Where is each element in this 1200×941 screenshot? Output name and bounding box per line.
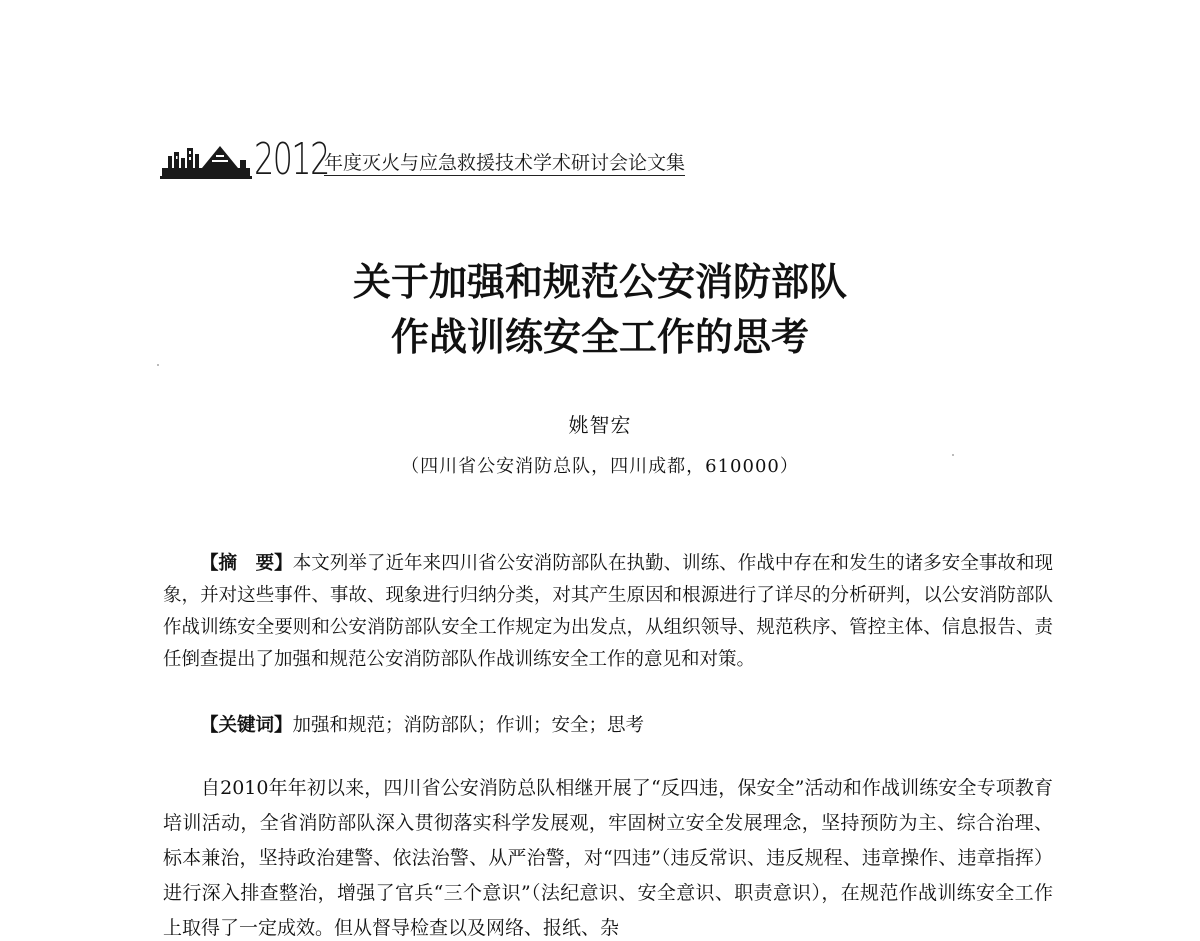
keywords [163, 710, 1053, 742]
paper-title-line-1: 关于加强和规范公安消防部队 [352, 259, 847, 304]
keywords-text: 加强和规范；消防部队；作训；安全；思考 [292, 715, 645, 736]
header-year: 2012 [254, 134, 329, 185]
author-affiliation: （四川省公安消防总队，四川成都，610000） [401, 456, 799, 477]
abstract-label: 【摘 要】 [200, 553, 293, 574]
scan-speck [157, 364, 159, 366]
paper-title [0, 254, 1200, 364]
author-name: 姚智宏 [568, 413, 632, 437]
body-paragraph: 自2010年年初以来，四川省公安消防总队相继开展了“反四违，保安全”活动和作战训练安全专项教育培训活动，全省消防部队深入贯彻落实科学发展观，牢固树立安全发展理念，坚持预防为主、综合治理、标本兼治，坚持政治建警、依法治警、从严治警，对“四违”（违反常识、违反规程、违章操作、违章指挥）进行深入排查整治，增强了官兵“三个意识”（法纪意识、安全意识、职责意识），在规范作战训练安全工作上取得了一定成效。但从督导检查以及网络、报纸、杂 [163, 777, 1053, 939]
conference-logo-icon [160, 138, 252, 182]
header-title: 年度灭火与应急救援技术学术研讨会论文集 [324, 152, 686, 174]
abstract [163, 548, 1053, 676]
paper-title-line-2: 作战训练安全工作的思考 [390, 314, 809, 359]
keywords-label: 【关键词】 [200, 715, 293, 736]
scan-speck [952, 454, 954, 456]
abstract-text: 本文列举了近年来四川省公安消防部队在执勤、训练、作战中存在和发生的诸多安全事故和现象，并对这些事件、事故、现象进行归纳分类，对其产生原因和根源进行了详尽的分析研判，以公安消防部队作战训练安全要则和公安消防部队安全工作规定为出发点，从组织领导、规范秩序、管控主体、信息报告、责任倒查提出了加强和规范公安消防部队作战训练安全工作的意见和对策。 [163, 553, 1053, 670]
running-header [160, 132, 686, 185]
